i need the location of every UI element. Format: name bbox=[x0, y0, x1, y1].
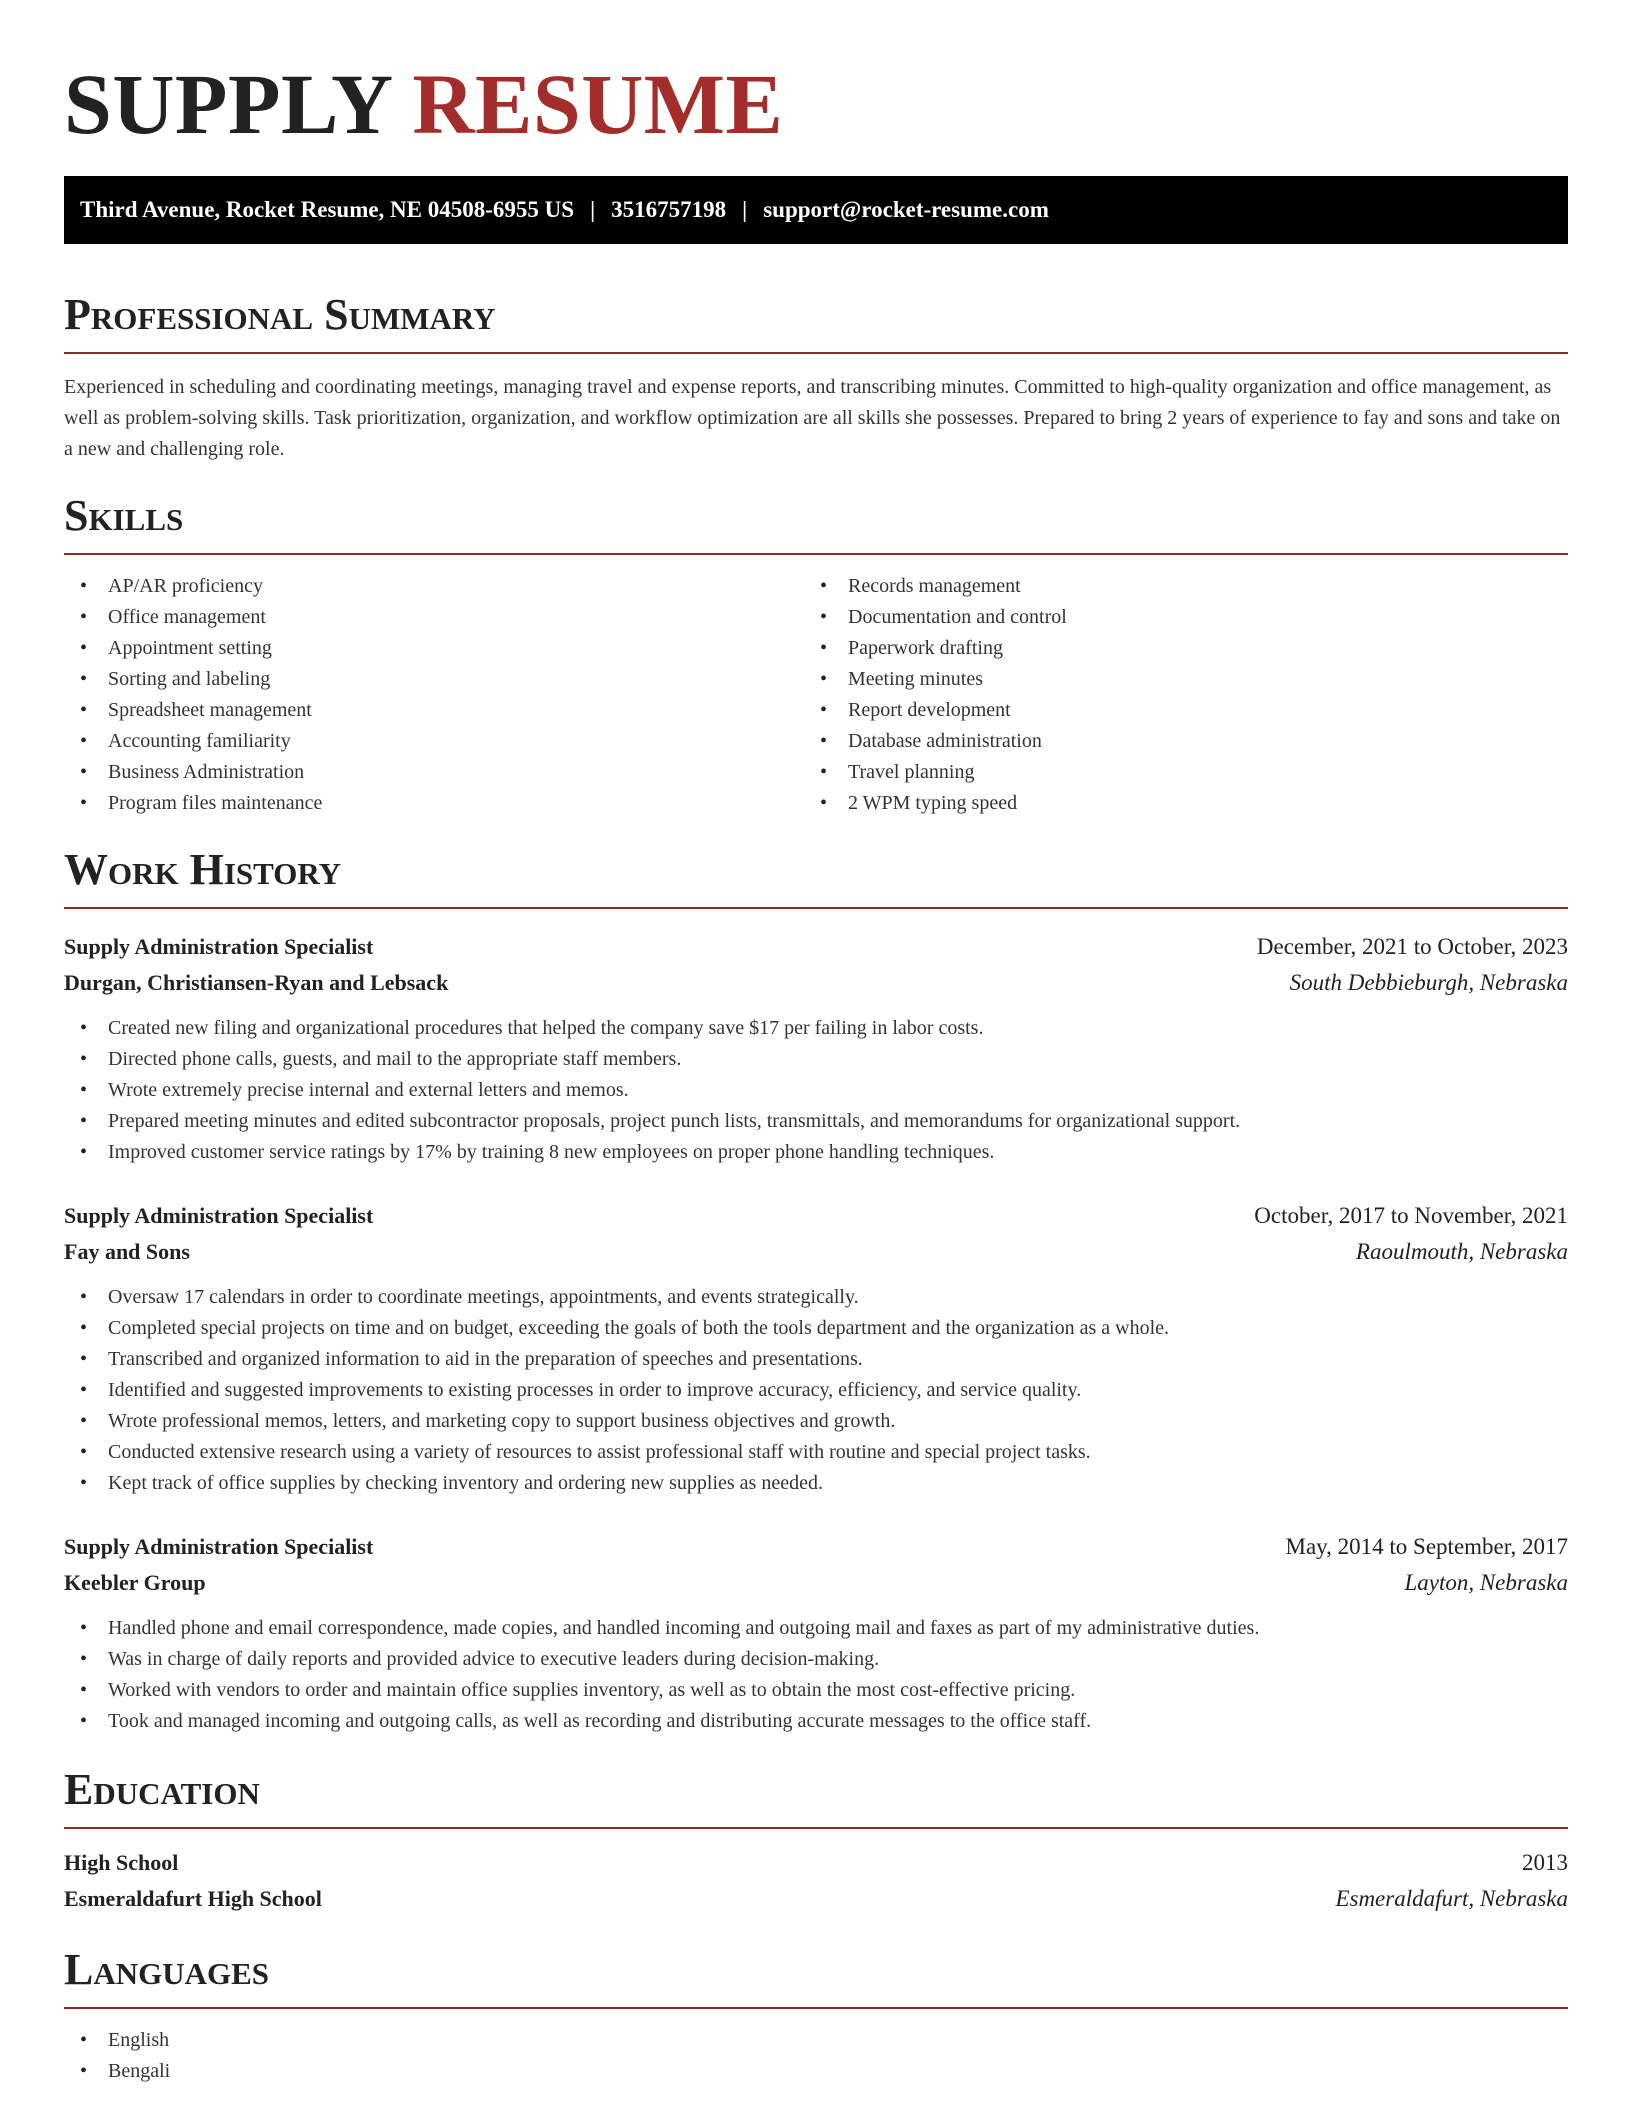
job-bullets bbox=[64, 1613, 1568, 1737]
languages-heading: Languages bbox=[64, 1945, 270, 1994]
job-title: Supply Administration Specialist bbox=[64, 1203, 374, 1228]
skill-item: • Paperwork drafting bbox=[804, 633, 1544, 664]
job-company: Durgan, Christiansen-Ryan and Lebsack bbox=[64, 970, 449, 995]
skill-item: • Database administration bbox=[804, 726, 1544, 757]
contact-phone: 3516757198 bbox=[611, 197, 727, 222]
education-degree: High School bbox=[64, 1850, 179, 1875]
languages-list bbox=[64, 2025, 1568, 2087]
section-divider bbox=[64, 352, 1568, 354]
job-bullet: • Wrote extremely precise internal and external letters and memos. bbox=[64, 1075, 1568, 1106]
skill-item: • Program files maintenance bbox=[64, 788, 804, 819]
job-bullet: • Improved customer service ratings by 17% by training 8 new employees on proper phone handling techniques. bbox=[64, 1137, 1568, 1168]
skill-item: • Travel planning bbox=[804, 757, 1544, 788]
skills-heading: Skills bbox=[64, 491, 184, 540]
skill-item: • Records management bbox=[804, 571, 1544, 602]
skill-item: • Sorting and labeling bbox=[64, 664, 804, 695]
job-bullet: • Oversaw 17 calendars in order to coordinate meetings, appointments, and events strategically. bbox=[64, 1282, 1568, 1313]
education-entry bbox=[64, 1845, 1568, 1917]
education-location: Esmeraldafurt, Nebraska bbox=[1335, 1886, 1568, 1911]
first-name: SUPPLY bbox=[64, 56, 391, 152]
language-item: • English bbox=[64, 2025, 1568, 2056]
skill-item: • Accounting familiarity bbox=[64, 726, 804, 757]
section-divider bbox=[64, 1827, 1568, 1829]
job-entry bbox=[64, 1529, 1568, 1737]
skills-column-right bbox=[804, 571, 1544, 819]
skill-item: • Business Administration bbox=[64, 757, 804, 788]
contact-separator: | bbox=[742, 197, 748, 222]
job-dates: October, 2017 to November, 2021 bbox=[1254, 1203, 1568, 1228]
job-bullet: • Completed special projects on time and on budget, exceeding the goals of both the tools department and the organization as a whole. bbox=[64, 1313, 1568, 1344]
contact-address: Third Avenue, Rocket Resume, NE 04508-6955 US bbox=[80, 197, 575, 222]
job-bullet: • Wrote professional memos, letters, and marketing copy to support business objectives and growth. bbox=[64, 1406, 1568, 1437]
language-item: • Bengali bbox=[64, 2056, 1568, 2087]
contact-email: support@rocket-resume.com bbox=[763, 197, 1049, 222]
job-bullet: • Was in charge of daily reports and provided advice to executive leaders during decision-making. bbox=[64, 1644, 1568, 1675]
job-entry bbox=[64, 1198, 1568, 1499]
job-company: Keebler Group bbox=[64, 1570, 206, 1595]
job-bullets bbox=[64, 1013, 1568, 1168]
skill-item: • AP/AR proficiency bbox=[64, 571, 804, 602]
resume-name bbox=[64, 0, 1568, 176]
last-name: RESUME bbox=[412, 56, 784, 152]
job-location: Layton, Nebraska bbox=[1404, 1570, 1568, 1595]
education-school: Esmeraldafurt High School bbox=[64, 1886, 322, 1911]
job-company: Fay and Sons bbox=[64, 1239, 190, 1264]
skill-item: • Appointment setting bbox=[64, 633, 804, 664]
job-bullet: • Transcribed and organized information to aid in the preparation of speeches and presentations. bbox=[64, 1344, 1568, 1375]
job-bullet: • Kept track of office supplies by checking inventory and ordering new supplies as needed. bbox=[64, 1468, 1568, 1499]
work-history-heading: Work History bbox=[64, 845, 342, 894]
skill-item: • Meeting minutes bbox=[804, 664, 1544, 695]
skill-item: • Documentation and control bbox=[804, 602, 1544, 633]
job-dates: December, 2021 to October, 2023 bbox=[1256, 934, 1568, 959]
contact-bar bbox=[64, 176, 1568, 244]
job-title: Supply Administration Specialist bbox=[64, 1534, 374, 1559]
section-divider bbox=[64, 553, 1568, 555]
job-bullet: • Created new filing and organizational procedures that helped the company save $17 per failing in labor costs. bbox=[64, 1013, 1568, 1044]
job-bullet: • Directed phone calls, guests, and mail to the appropriate staff members. bbox=[64, 1044, 1568, 1075]
skill-item: • Spreadsheet management bbox=[64, 695, 804, 726]
job-bullet: • Handled phone and email correspondence, made copies, and handled incoming and outgoing mail and faxes as part of my administrative duties. bbox=[64, 1613, 1568, 1644]
job-bullets bbox=[64, 1282, 1568, 1499]
section-divider bbox=[64, 2007, 1568, 2009]
section-divider bbox=[64, 907, 1568, 909]
skill-item: • Report development bbox=[804, 695, 1544, 726]
summary-text: Experienced in scheduling and coordinating meetings, managing travel and expense reports, and transcribing minutes. Committed to high-quality organization and office management, as well as problem-solving skills. Task prioritization, organization, and workflow optimization are all skills she possesses. Prepared to bring 2 years of experience to fay and sons and take on a new and challenging role. bbox=[64, 376, 1561, 460]
education-year: 2013 bbox=[1522, 1850, 1568, 1875]
summary-heading: Professional Summary bbox=[64, 290, 496, 339]
job-bullet: • Prepared meeting minutes and edited subcontractor proposals, project punch lists, transmittals, and memorandums for organizational support. bbox=[64, 1106, 1568, 1137]
job-dates: May, 2014 to September, 2017 bbox=[1285, 1534, 1568, 1559]
job-title: Supply Administration Specialist bbox=[64, 934, 374, 959]
job-entry bbox=[64, 929, 1568, 1168]
job-bullet: • Identified and suggested improvements to existing processes in order to improve accuracy, efficiency, and service quality. bbox=[64, 1375, 1568, 1406]
job-bullet: • Conducted extensive research using a variety of resources to assist professional staff with routine and special project tasks. bbox=[64, 1437, 1568, 1468]
education-heading: Education bbox=[64, 1765, 260, 1814]
skill-item: • 2 WPM typing speed bbox=[804, 788, 1544, 819]
skills-column-left bbox=[64, 571, 804, 819]
contact-separator: | bbox=[590, 197, 596, 222]
job-location: Raoulmouth, Nebraska bbox=[1355, 1239, 1568, 1264]
job-location: South Debbieburgh, Nebraska bbox=[1289, 970, 1568, 995]
skill-item: • Office management bbox=[64, 602, 804, 633]
skills-list bbox=[64, 571, 1568, 819]
job-bullet: • Worked with vendors to order and maintain office supplies inventory, as well as to obtain the most cost-effective pricing. bbox=[64, 1675, 1568, 1706]
job-bullet: • Took and managed incoming and outgoing calls, as well as recording and distributing accurate messages to the office staff. bbox=[64, 1706, 1568, 1737]
